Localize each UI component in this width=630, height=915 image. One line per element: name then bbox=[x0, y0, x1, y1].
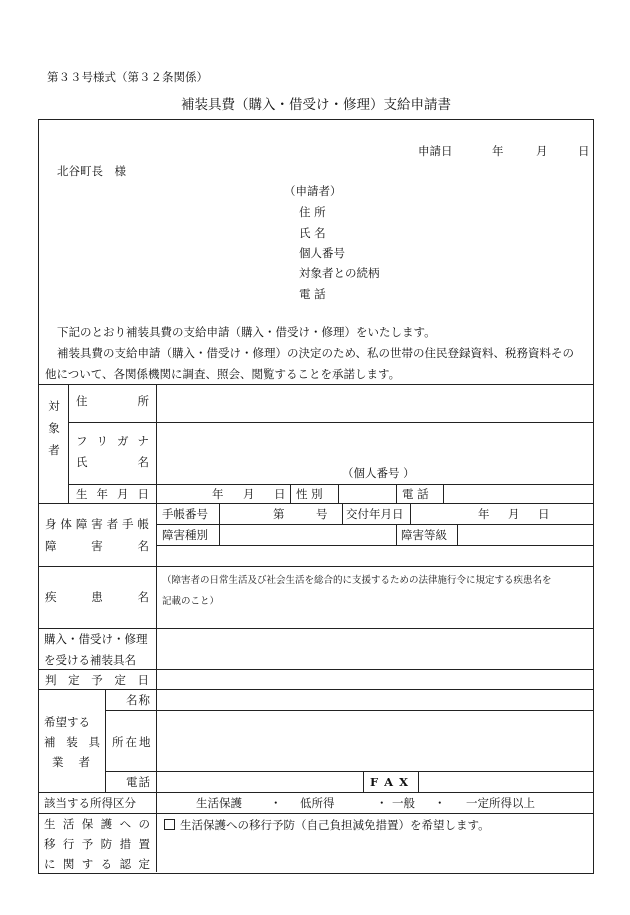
income-separator: ・ bbox=[376, 796, 388, 810]
divider bbox=[156, 524, 593, 525]
divider bbox=[290, 484, 291, 503]
device-label-2: を受ける補装具名 bbox=[44, 653, 136, 667]
judgment-label: 判 定 予 定 日 bbox=[45, 673, 149, 687]
vendor-name-label: 名 称 bbox=[126, 693, 150, 707]
my-number-label: （個人番号 ） bbox=[342, 466, 415, 480]
divider bbox=[38, 792, 593, 793]
divider bbox=[38, 384, 593, 385]
divider bbox=[363, 771, 364, 792]
income-option-welfare: 生活保護 bbox=[196, 796, 242, 810]
vendor-label-2: 補 装 具 bbox=[44, 735, 100, 749]
divider bbox=[68, 384, 69, 503]
issue-month: 月 bbox=[508, 507, 520, 521]
divider bbox=[338, 484, 339, 503]
welfare-label-2: 移 行 予 防 措 置 bbox=[44, 837, 150, 851]
income-option-low: 低所得 bbox=[300, 796, 335, 810]
form-title: 補装具費（購入・借受け・修理）支給申請書 bbox=[181, 97, 451, 113]
divider bbox=[38, 503, 593, 504]
income-option-general: 一般 bbox=[392, 796, 415, 810]
handbook-dai: 第 bbox=[273, 507, 285, 521]
subject-label: 対 象 者 bbox=[48, 399, 60, 457]
checkbox-icon[interactable] bbox=[164, 819, 175, 830]
income-option-high: 一定所得以上 bbox=[466, 796, 535, 810]
disability-grade-label: 障害等級 bbox=[401, 528, 447, 542]
statement-consent-2: 他について、各関係機関に調査、照会、閲覧することを承諾します。 bbox=[45, 367, 401, 381]
addressee: 北谷町長 様 bbox=[57, 164, 126, 178]
vendor-address-label: 所在地 bbox=[112, 735, 153, 749]
welfare-label-3: に 関 す る 認 定 bbox=[44, 857, 150, 871]
issue-day: 日 bbox=[538, 507, 550, 521]
statement-consent-1: 補装具費の支給申請（購入・借受け・修理）の決定のため、私の世帯の住民登録資料、税務資料その bbox=[57, 346, 575, 360]
application-date-day: 日 bbox=[578, 144, 590, 158]
device-label-1: 購入・借受け・修理 bbox=[44, 632, 148, 646]
vendor-label-3: 業 者 bbox=[52, 755, 90, 769]
divider bbox=[342, 503, 343, 524]
issue-year: 年 bbox=[478, 507, 490, 521]
form-number: 第３３号様式（第３２条関係） bbox=[47, 70, 208, 84]
vendor-phone-label: 電 話 bbox=[126, 775, 150, 789]
issue-date-label: 交付年月日 bbox=[346, 507, 404, 521]
divider bbox=[418, 771, 419, 792]
divider bbox=[396, 484, 397, 503]
divider bbox=[410, 503, 411, 524]
divider bbox=[68, 484, 593, 485]
application-date-month: 月 bbox=[536, 144, 548, 158]
welfare-option-text: 生活保護への移行予防（自己負担減免措置）を希望します。 bbox=[180, 818, 490, 832]
applicant-my-number-label: 個人番号 bbox=[299, 246, 345, 260]
disease-note-2: 記載のこと） bbox=[162, 596, 220, 607]
divider bbox=[38, 669, 593, 670]
birth-month: 月 bbox=[243, 487, 255, 501]
birth-year: 年 bbox=[212, 487, 224, 501]
income-label: 該当する所得区分 bbox=[44, 796, 136, 810]
fax-label: F A X bbox=[370, 775, 410, 789]
furigana-label: フ リ ガ ナ bbox=[76, 434, 149, 448]
divider bbox=[105, 689, 106, 792]
divider bbox=[105, 771, 593, 772]
divider bbox=[105, 710, 593, 711]
applicant-heading: （申請者） bbox=[284, 184, 342, 198]
income-separator: ・ bbox=[270, 796, 282, 810]
phone-label: 電 話 bbox=[402, 487, 429, 501]
birthdate-label: 生 年 月 日 bbox=[76, 487, 149, 501]
income-separator: ・ bbox=[434, 796, 446, 810]
handbook-go: 号 bbox=[316, 507, 328, 521]
disability-type-label: 障害種別 bbox=[162, 528, 208, 542]
divider bbox=[156, 384, 157, 872]
divider bbox=[443, 484, 444, 503]
disease-note-1: （障害者の日常生活及び社会生活を総合的に支援するための法律施行令に規定する疾患名を bbox=[162, 575, 552, 586]
vendor-label-1: 希望する bbox=[44, 715, 90, 729]
applicant-name-label: 氏 名 bbox=[299, 226, 326, 240]
divider bbox=[38, 689, 593, 690]
handbook-label: 身 体 障 害 者 手 帳 bbox=[45, 517, 149, 531]
welfare-label-1: 生 活 保 護 へ の bbox=[44, 817, 150, 831]
applicant-relationship-label: 対象者との続柄 bbox=[299, 266, 380, 280]
birth-day: 日 bbox=[274, 487, 286, 501]
sex-label: 性 別 bbox=[296, 487, 323, 501]
address-label: 住 所 bbox=[76, 394, 149, 408]
handbook-number-label: 手帳番号 bbox=[162, 507, 208, 521]
divider bbox=[38, 566, 593, 567]
divider bbox=[38, 628, 593, 629]
applicant-phone-label: 電 話 bbox=[299, 287, 326, 301]
application-date-year: 年 bbox=[492, 144, 504, 158]
divider bbox=[396, 524, 397, 545]
divider bbox=[219, 503, 220, 545]
divider bbox=[156, 545, 593, 546]
divider bbox=[457, 524, 458, 545]
name-label: 氏 名 bbox=[76, 455, 149, 469]
divider bbox=[38, 813, 593, 814]
disability-name-label: 障 害 名 bbox=[45, 539, 149, 553]
applicant-address-label: 住 所 bbox=[299, 205, 326, 219]
application-date-label: 申請日 bbox=[418, 144, 453, 158]
welfare-option[interactable] bbox=[164, 819, 490, 832]
statement-apply: 下記のとおり補装具費の支給申請（購入・借受け・修理）をいたします。 bbox=[57, 325, 436, 339]
disease-label: 疾 患 名 bbox=[45, 590, 149, 604]
divider bbox=[68, 422, 593, 423]
